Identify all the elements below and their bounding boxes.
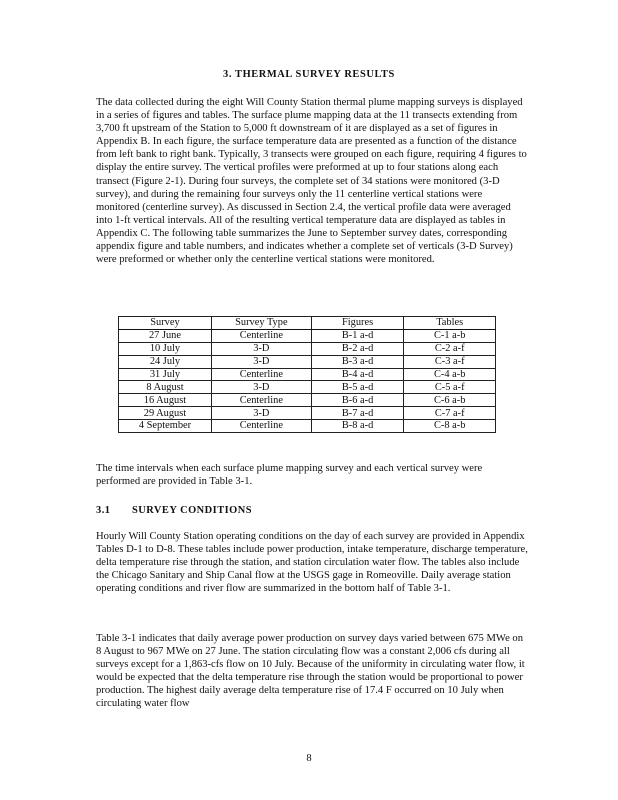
table-row	[119, 368, 496, 381]
survey-date-cell: 24 July	[119, 355, 212, 368]
survey-type-cell: Centerline	[211, 368, 311, 381]
survey-type-cell: 3-D	[211, 381, 311, 394]
tables-cell: C-4 a-b	[404, 368, 496, 381]
tables-cell: C-8 a-b	[404, 420, 496, 433]
table-body	[119, 329, 496, 432]
survey-type-cell: Centerline	[211, 420, 311, 433]
operating-conditions-paragraph: Hourly Will County Station operating conditions on the day of each survey are provided in Appendix Tables D-1 to D-8. These tables include power production, intake temperature, discharge temperature, delta temperature rise through the station, and station circulation water flow. The tables also include the Chicago Sanitary and Ship Canal flow at the USGS gage in Romeoville. Daily average station operating conditions and river flow are summarized in the bottom half of Table 3-1.	[96, 531, 528, 595]
tables-cell: C-6 a-b	[404, 394, 496, 407]
figures-cell: B-2 a-d	[311, 342, 404, 355]
table-row	[119, 329, 496, 342]
intro-paragraph: The data collected during the eight Will County Station thermal plume mapping surveys is displayed in a series of figures and tables. The surface plume mapping data at the 11 transects extending from 3,700 ft upstream of the Station to 5,000 ft downstream of it are displayed as a set of figures in Appendix B. In each figure, the surface temperature data are presented as a function of the distance from left bank to right bank. Typically, 3 transects were grouped on each figure, requiring 4 figures to display the entire survey. The vertical profiles were preformed at up to four stations along each transect (Figure 2-1). During four surveys, the complete set of 34 stations were monitored (3-D survey), and during the remaining four surveys only the 11 centerline vertical stations were monitored (centerline survey). As discussed in Section 2.4, the vertical profile data were averaged into 1-ft vertical intervals. All of the resulting vertical temperature data are displayed as tables in Appendix C. The following table summarizes the June to September survey dates, corresponding appendix figure and table numbers, and indicates whether a complete set of verticals (3-D Survey) were preformed or whether only the centerline vertical stations were monitored.	[96, 97, 527, 266]
figures-cell: B-7 a-d	[311, 407, 404, 420]
power-production-paragraph: Table 3-1 indicates that daily average power production on survey days varied between 675 MWe on 8 August to 967 MWe on 27 June. The station circulating flow was a constant 2,006 cfs during all surveys except for a 1,863-cfs flow on 10 July. Because of the uniformity in circulating water flow, it would be expected that the delta temperature rise through the station would be proportional to power production. The highest daily average delta temperature rise of 17.4 F occurred on 10 July when circulating water flow	[96, 633, 525, 710]
section-number: 3.1	[96, 505, 111, 516]
survey-summary-table	[118, 316, 496, 433]
survey-date-cell: 29 August	[119, 407, 212, 420]
header-figures: Figures	[311, 317, 404, 330]
table-row	[119, 381, 496, 394]
table-row	[119, 420, 496, 433]
table-row	[119, 394, 496, 407]
header-tables: Tables	[404, 317, 496, 330]
figures-cell: B-5 a-d	[311, 381, 404, 394]
survey-date-cell: 10 July	[119, 342, 212, 355]
table-row	[119, 355, 496, 368]
page-heading: 3. THERMAL SURVEY RESULTS	[223, 69, 395, 80]
survey-type-cell: 3-D	[211, 342, 311, 355]
page-number: 8	[306, 753, 312, 764]
survey-type-cell: 3-D	[211, 407, 311, 420]
survey-date-cell: 31 July	[119, 368, 212, 381]
figures-cell: B-8 a-d	[311, 420, 404, 433]
figures-cell: B-3 a-d	[311, 355, 404, 368]
time-intervals-paragraph: The time intervals when each surface plume mapping survey and each vertical survey were performed are provided in Table 3-1.	[96, 463, 483, 488]
tables-cell: C-3 a-f	[404, 355, 496, 368]
header-survey-type: Survey Type	[211, 317, 311, 330]
header-survey: Survey	[119, 317, 212, 330]
survey-date-cell: 27 June	[119, 329, 212, 342]
survey-date-cell: 4 September	[119, 420, 212, 433]
survey-type-cell: 3-D	[211, 355, 311, 368]
survey-date-cell: 16 August	[119, 394, 212, 407]
table-row	[119, 342, 496, 355]
table-header-row	[119, 317, 496, 330]
table-row	[119, 407, 496, 420]
figures-cell: B-6 a-d	[311, 394, 404, 407]
section-heading	[96, 504, 252, 517]
tables-cell: C-2 a-f	[404, 342, 496, 355]
figures-cell: B-4 a-d	[311, 368, 404, 381]
tables-cell: C-1 a-b	[404, 329, 496, 342]
survey-type-cell: Centerline	[211, 394, 311, 407]
tables-cell: C-5 a-f	[404, 381, 496, 394]
section-title: SURVEY CONDITIONS	[132, 505, 253, 516]
tables-cell: C-7 a-f	[404, 407, 496, 420]
figures-cell: B-1 a-d	[311, 329, 404, 342]
survey-type-cell: Centerline	[211, 329, 311, 342]
survey-date-cell: 8 August	[119, 381, 212, 394]
